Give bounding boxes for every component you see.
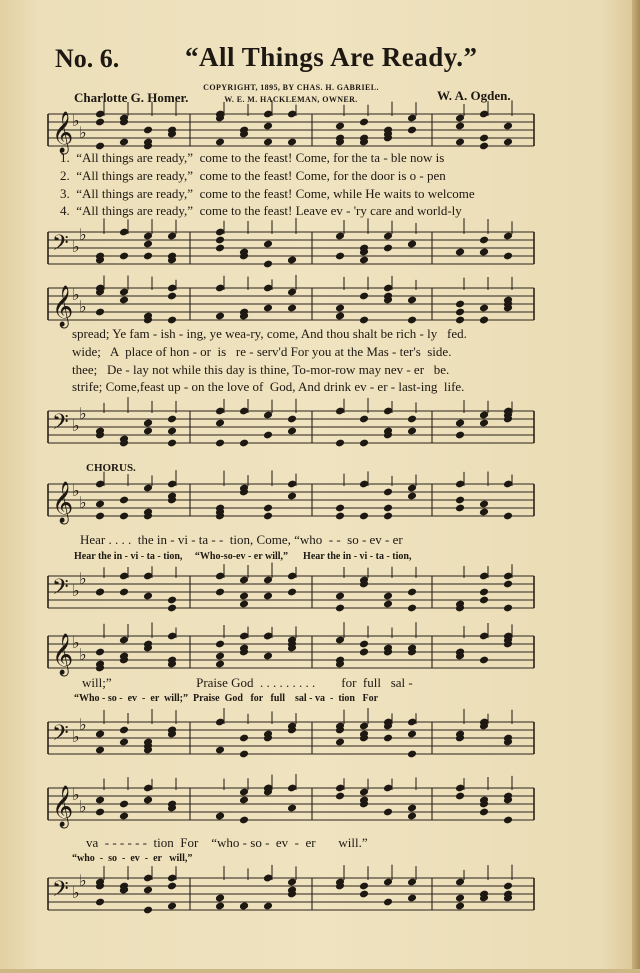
- note-head: [479, 142, 489, 151]
- treble-staff-2: [40, 282, 540, 328]
- note-head: [239, 816, 249, 825]
- note-head: [455, 431, 465, 440]
- treble-staff-3: [40, 478, 540, 524]
- bass-clef-icon: 𝄢: [52, 877, 69, 907]
- flat-sign-icon: ♭: [79, 797, 87, 816]
- bass-staff-2: [40, 405, 540, 451]
- chorus-melody-line-3: va - - - - - - tion For “who - so - ev - er will.”: [86, 835, 368, 850]
- note-head: [215, 312, 225, 321]
- note-head: [143, 427, 153, 436]
- note-head: [263, 240, 273, 249]
- note-head: [239, 796, 249, 805]
- note-head: [263, 512, 273, 521]
- note-head: [167, 316, 177, 325]
- note-head: [215, 652, 225, 661]
- note-head: [479, 808, 489, 817]
- note-head: [215, 746, 225, 755]
- bass-staff-1: [40, 226, 540, 272]
- note-head: [263, 431, 273, 440]
- note-head: [95, 512, 105, 521]
- note-head: [143, 419, 153, 428]
- note-head: [407, 604, 417, 613]
- note-head: [383, 734, 393, 743]
- copyright-line-2: W. E. M. HACKLEMAN, OWNER.: [224, 95, 358, 104]
- hymn-number: No. 6.: [55, 44, 120, 73]
- note-head: [359, 890, 369, 899]
- note-head: [479, 596, 489, 605]
- note-head: [479, 248, 489, 257]
- flat-sign-icon: ♭: [79, 715, 87, 734]
- note-head: [455, 300, 465, 309]
- chorus-bass-line-2: “Who - so - ev - er will;” Praise God for full sal - va - tion For: [74, 693, 379, 704]
- note-head: [455, 248, 465, 257]
- note-head: [119, 738, 129, 747]
- note-head: [455, 894, 465, 903]
- verse-3-line-1: 3. “All things are ready,” come to the feast! Come, while He waits to welcome: [60, 186, 475, 201]
- note-head: [383, 512, 393, 521]
- note-head: [143, 796, 153, 805]
- flat-sign-icon: ♭: [72, 111, 80, 130]
- verse-2-line-1: 2. “All things are ready,” come to the feast! Come, for the door is o - pen: [60, 168, 446, 183]
- note-head: [95, 796, 105, 805]
- note-head: [239, 734, 249, 743]
- note-head: [95, 308, 105, 317]
- note-head: [503, 512, 513, 521]
- flat-sign-icon: ♭: [79, 493, 87, 512]
- note-head: [263, 902, 273, 911]
- author-credit: Charlotte G. Homer.: [74, 90, 189, 105]
- note-head: [143, 592, 153, 601]
- note-head: [359, 292, 369, 301]
- note-head: [167, 427, 177, 436]
- note-head: [455, 308, 465, 317]
- chorus-bass-line-3: “who - so - ev - er will,”: [72, 853, 193, 864]
- note-head: [335, 122, 345, 131]
- flat-sign-icon: ♭: [72, 785, 80, 804]
- note-head: [503, 252, 513, 261]
- treble-staff-5: [40, 782, 540, 828]
- note-head: [407, 894, 417, 903]
- note-head: [287, 256, 297, 265]
- note-head: [479, 500, 489, 509]
- treble-staff-4: [40, 630, 540, 676]
- note-head: [239, 902, 249, 911]
- note-head: [335, 312, 345, 321]
- note-head: [383, 244, 393, 253]
- treble-clef-icon: 𝄞: [52, 634, 74, 675]
- note-head: [407, 240, 417, 249]
- note-head: [479, 134, 489, 143]
- flat-sign-icon: ♭: [79, 645, 87, 664]
- note-head: [503, 882, 513, 891]
- treble-clef-icon: 𝄞: [52, 482, 74, 523]
- note-head: [407, 812, 417, 821]
- bass-staff-5: [40, 872, 540, 918]
- note-head: [215, 138, 225, 147]
- flat-sign-icon: ♭: [79, 404, 87, 423]
- note-head: [263, 592, 273, 601]
- note-head: [143, 886, 153, 895]
- note-head: [335, 792, 345, 801]
- note-head: [383, 808, 393, 817]
- note-head: [167, 882, 177, 891]
- note-head: [119, 588, 129, 597]
- note-head: [95, 746, 105, 755]
- note-head: [263, 652, 273, 661]
- note-head: [407, 415, 417, 424]
- note-head: [359, 118, 369, 127]
- verse-1-line-2: spread; Ye fam - ish - ing, ye wea-ry, come, And thou shalt be rich - ly fed.: [72, 326, 467, 341]
- note-head: [167, 596, 177, 605]
- composer-credit: W. A. Ogden.: [437, 88, 511, 103]
- note-head: [215, 419, 225, 428]
- note-head: [359, 640, 369, 649]
- flat-sign-icon: ♭: [72, 285, 80, 304]
- flat-sign-icon: ♭: [79, 225, 87, 244]
- note-head: [119, 800, 129, 809]
- bass-clef-icon: 𝄢: [52, 721, 69, 751]
- flat-sign-icon: ♭: [72, 633, 80, 652]
- treble-clef-icon: 𝄞: [52, 786, 74, 827]
- note-head: [143, 126, 153, 135]
- note-head: [143, 906, 153, 915]
- note-head: [479, 316, 489, 325]
- note-head: [215, 640, 225, 649]
- note-head: [479, 419, 489, 428]
- flat-sign-icon: ♭: [79, 123, 87, 142]
- note-head: [407, 296, 417, 305]
- note-head: [287, 415, 297, 424]
- note-head: [215, 660, 225, 669]
- note-head: [119, 496, 129, 505]
- note-head: [359, 512, 369, 521]
- note-head: [455, 792, 465, 801]
- note-head: [263, 504, 273, 513]
- note-head: [455, 122, 465, 131]
- note-head: [95, 648, 105, 657]
- note-head: [143, 252, 153, 261]
- note-head: [215, 439, 225, 448]
- note-head: [479, 304, 489, 313]
- note-head: [503, 604, 513, 613]
- note-head: [263, 304, 273, 313]
- flat-sign-icon: ♭: [72, 581, 80, 600]
- note-head: [215, 902, 225, 911]
- note-head: [167, 604, 177, 613]
- hymn-title: “All Things Are Ready.”: [185, 42, 478, 72]
- copyright-line-1: COPYRIGHT, 1895, BY CHAS. H. GABRIEL.: [203, 83, 379, 92]
- note-head: [503, 816, 513, 825]
- verse-4-line-2: strife; Come,feast up - on the love of God, And drink ev - er - last-ing life.: [72, 379, 465, 394]
- note-head: [455, 504, 465, 513]
- note-head: [479, 508, 489, 517]
- note-head: [263, 260, 273, 269]
- note-head: [119, 512, 129, 521]
- note-head: [455, 902, 465, 911]
- note-head: [359, 316, 369, 325]
- note-head: [407, 750, 417, 759]
- note-head: [215, 894, 225, 903]
- note-head: [455, 496, 465, 505]
- note-head: [383, 898, 393, 907]
- note-head: [503, 580, 513, 589]
- note-head: [503, 122, 513, 131]
- note-head: [479, 236, 489, 245]
- note-head: [455, 316, 465, 325]
- chorus-melody-line-2: will;” Praise God . . . . . . . . . for full sal -: [82, 675, 413, 690]
- note-head: [407, 588, 417, 597]
- flat-sign-icon: ♭: [72, 481, 80, 500]
- note-head: [287, 138, 297, 147]
- flat-sign-icon: ♭: [72, 237, 80, 256]
- note-head: [359, 882, 369, 891]
- bass-clef-icon: 𝄢: [52, 231, 69, 261]
- note-head: [287, 588, 297, 597]
- note-head: [503, 138, 513, 147]
- note-head: [143, 240, 153, 249]
- note-head: [95, 808, 105, 817]
- note-head: [335, 512, 345, 521]
- note-head: [407, 492, 417, 501]
- note-head: [239, 750, 249, 759]
- note-head: [407, 316, 417, 325]
- bass-staff-3: [40, 570, 540, 616]
- note-head: [167, 439, 177, 448]
- note-head: [215, 236, 225, 245]
- note-head: [95, 588, 105, 597]
- page-edge: [632, 0, 640, 973]
- note-head: [455, 138, 465, 147]
- note-head: [287, 427, 297, 436]
- verse-1-line-1: 1. “All things are ready,” come to the feast! Come, for the ta - ble now is: [60, 150, 445, 165]
- flat-sign-icon: ♭: [72, 883, 80, 902]
- note-head: [479, 656, 489, 665]
- note-head: [335, 252, 345, 261]
- note-head: [239, 600, 249, 609]
- note-head: [95, 730, 105, 739]
- note-head: [95, 500, 105, 509]
- note-head: [287, 492, 297, 501]
- treble-clef-icon: 𝄞: [52, 112, 74, 153]
- treble-staff-1: [40, 108, 540, 154]
- note-head: [119, 296, 129, 305]
- note-head: [119, 726, 129, 735]
- note-head: [383, 488, 393, 497]
- note-head: [263, 138, 273, 147]
- chorus-label: CHORUS.: [86, 462, 136, 474]
- flat-sign-icon: ♭: [79, 297, 87, 316]
- bass-clef-icon: 𝄢: [52, 410, 69, 440]
- verse-2-line-2: wide; A place of hon - or is re - serv'd For you at the Mas - ter's side.: [72, 344, 452, 359]
- note-head: [359, 415, 369, 424]
- note-head: [407, 126, 417, 135]
- flat-sign-icon: ♭: [79, 569, 87, 588]
- chorus-melody-line-1: Hear . . . . the in - vi - ta - - tion, Come, “who - - so - ev - er: [80, 532, 403, 547]
- note-head: [167, 415, 177, 424]
- note-head: [239, 439, 249, 448]
- note-head: [95, 118, 105, 127]
- note-head: [383, 600, 393, 609]
- note-head: [119, 138, 129, 147]
- note-head: [455, 419, 465, 428]
- verse-3-line-2: thee; De - lay not while this day is thine, To-mor-row may nev - er be.: [72, 362, 450, 377]
- note-head: [359, 256, 369, 265]
- note-head: [263, 122, 273, 131]
- note-head: [119, 252, 129, 261]
- note-head: [335, 304, 345, 313]
- note-head: [383, 504, 393, 513]
- bass-staff-4: [40, 716, 540, 762]
- chorus-bass-line-1: Hear the in - vi - ta - tion, “Who-so-ev - er will,” Hear the in - vi - ta - tion,: [74, 551, 412, 562]
- note-head: [335, 604, 345, 613]
- note-head: [95, 898, 105, 907]
- note-head: [335, 504, 345, 513]
- note-head: [239, 592, 249, 601]
- note-head: [479, 588, 489, 597]
- flat-sign-icon: ♭: [79, 871, 87, 890]
- note-head: [215, 244, 225, 253]
- note-head: [287, 804, 297, 813]
- note-head: [215, 812, 225, 821]
- note-head: [383, 592, 393, 601]
- note-head: [287, 304, 297, 313]
- treble-clef-icon: 𝄞: [52, 286, 74, 327]
- note-head: [167, 292, 177, 301]
- note-head: [359, 648, 369, 657]
- note-head: [359, 439, 369, 448]
- note-head: [407, 427, 417, 436]
- note-head: [167, 902, 177, 911]
- flat-sign-icon: ♭: [72, 727, 80, 746]
- note-head: [407, 730, 417, 739]
- note-head: [335, 592, 345, 601]
- note-head: [335, 738, 345, 747]
- note-head: [119, 812, 129, 821]
- page-bottom: [0, 969, 640, 973]
- bass-clef-icon: 𝄢: [52, 575, 69, 605]
- note-head: [335, 439, 345, 448]
- verse-4-line-1: 4. “All things are ready,” come to the feast! Leave ev - 'ry care and world-ly: [60, 203, 462, 218]
- note-head: [407, 804, 417, 813]
- flat-sign-icon: ♭: [72, 416, 80, 435]
- note-head: [215, 588, 225, 597]
